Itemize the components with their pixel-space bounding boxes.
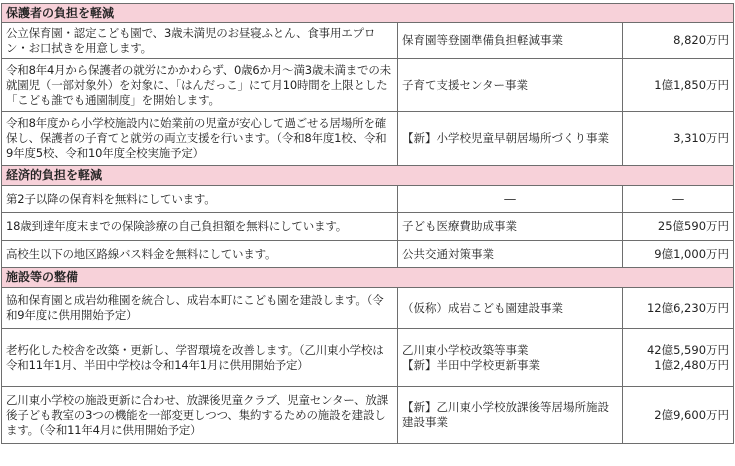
row-project: 【新】小学校児童早朝居場所づくり事業 bbox=[398, 112, 623, 166]
row-project: 子ども医療費助成事業 bbox=[398, 213, 623, 241]
row-description: 令和8年4月から保護者の就労にかかわらず、0歳6か月〜満3歳未満までの未就園児（一部対象外）を対象に、「はんだっこ」にて月10時間を上限とした「こども誰でも通園制度」を開始します。 bbox=[2, 59, 398, 112]
row-amount: 8,820万円 bbox=[623, 23, 734, 59]
table-row bbox=[2, 23, 734, 59]
row-amount: 1億2,480万円 bbox=[654, 357, 730, 372]
row-project-cell bbox=[398, 329, 623, 387]
row-description: 協和保育園と成岩幼稚園を統合し、成岩本町にこども園を建設します。（令和9年度に供用開始予定） bbox=[2, 288, 398, 329]
row-description: 令和8年度から小学校施設内に始業前の児童が安心して過ごせる居場所を確保し、保護者の子育てと就労の両立支援を行います。（令和8年度1校、令和9年度5校、令和10年度全校実施予定） bbox=[2, 112, 398, 166]
section-title: 保護者の負担を軽減 bbox=[2, 4, 734, 23]
row-description: 公立保育園・認定こども園で、3歳未満児のお昼寝ふとん、食事用エプロン・お口拭きを用意します。 bbox=[2, 23, 398, 59]
section-title: 経済的負担を軽減 bbox=[2, 166, 734, 186]
row-project: 公共交通対策事業 bbox=[398, 241, 623, 268]
row-amount: 2億9,600万円 bbox=[623, 387, 734, 444]
table-row bbox=[2, 329, 734, 387]
row-amount-cell bbox=[623, 329, 734, 387]
row-description: 乙川東小学校の施設更新に合わせ、放課後児童クラブ、児童センター、放課後子ども教室の3つの機能を一部変更しつつ、集約するための施設を建設します。（令和11年4月に供用開始予定） bbox=[2, 387, 398, 444]
row-amount: ― bbox=[623, 186, 734, 213]
row-description: 高校生以下の地区路線バス料金を無料にしています。 bbox=[2, 241, 398, 268]
row-project: 保育園等登園準備負担軽減事業 bbox=[398, 23, 623, 59]
row-amount: 3,310万円 bbox=[623, 112, 734, 166]
row-description: 第2子以降の保育料を無料にしています。 bbox=[2, 186, 398, 213]
row-amount: 12億6,230万円 bbox=[623, 288, 734, 329]
table-row bbox=[2, 387, 734, 444]
row-description: 老朽化した校舎を改築・更新し、学習環境を改善します。（乙川東小学校は令和11年1月、半田中学校は令和14年1月に供用開始予定） bbox=[2, 329, 398, 387]
row-description: 18歳到達年度末までの保険診療の自己負担額を無料にしています。 bbox=[2, 213, 398, 241]
row-project: 【新】乙川東小学校放課後等居場所施設建設事業 bbox=[398, 387, 623, 444]
table-row bbox=[2, 241, 734, 268]
section-header-row bbox=[2, 268, 734, 288]
budget-table bbox=[1, 3, 734, 444]
table-row bbox=[2, 186, 734, 213]
table-row bbox=[2, 213, 734, 241]
row-amount: 1億1,850万円 bbox=[623, 59, 734, 112]
section-header-row bbox=[2, 4, 734, 23]
row-project: ― bbox=[398, 186, 623, 213]
row-amount: 42億5,590万円 bbox=[646, 342, 730, 357]
row-project: 子育て支援センター事業 bbox=[398, 59, 623, 112]
section-title: 施設等の整備 bbox=[2, 268, 734, 288]
table-row bbox=[2, 288, 734, 329]
table-row bbox=[2, 59, 734, 112]
row-amount: 25億590万円 bbox=[623, 213, 734, 241]
table-row bbox=[2, 112, 734, 166]
section-header-row bbox=[2, 166, 734, 186]
row-project: 【新】半田中学校更新事業 bbox=[402, 357, 540, 372]
row-project: （仮称）成岩こども園建設事業 bbox=[398, 288, 623, 329]
row-amount: 9億1,000万円 bbox=[623, 241, 734, 268]
row-project: 乙川東小学校改築等事業 bbox=[402, 342, 529, 357]
